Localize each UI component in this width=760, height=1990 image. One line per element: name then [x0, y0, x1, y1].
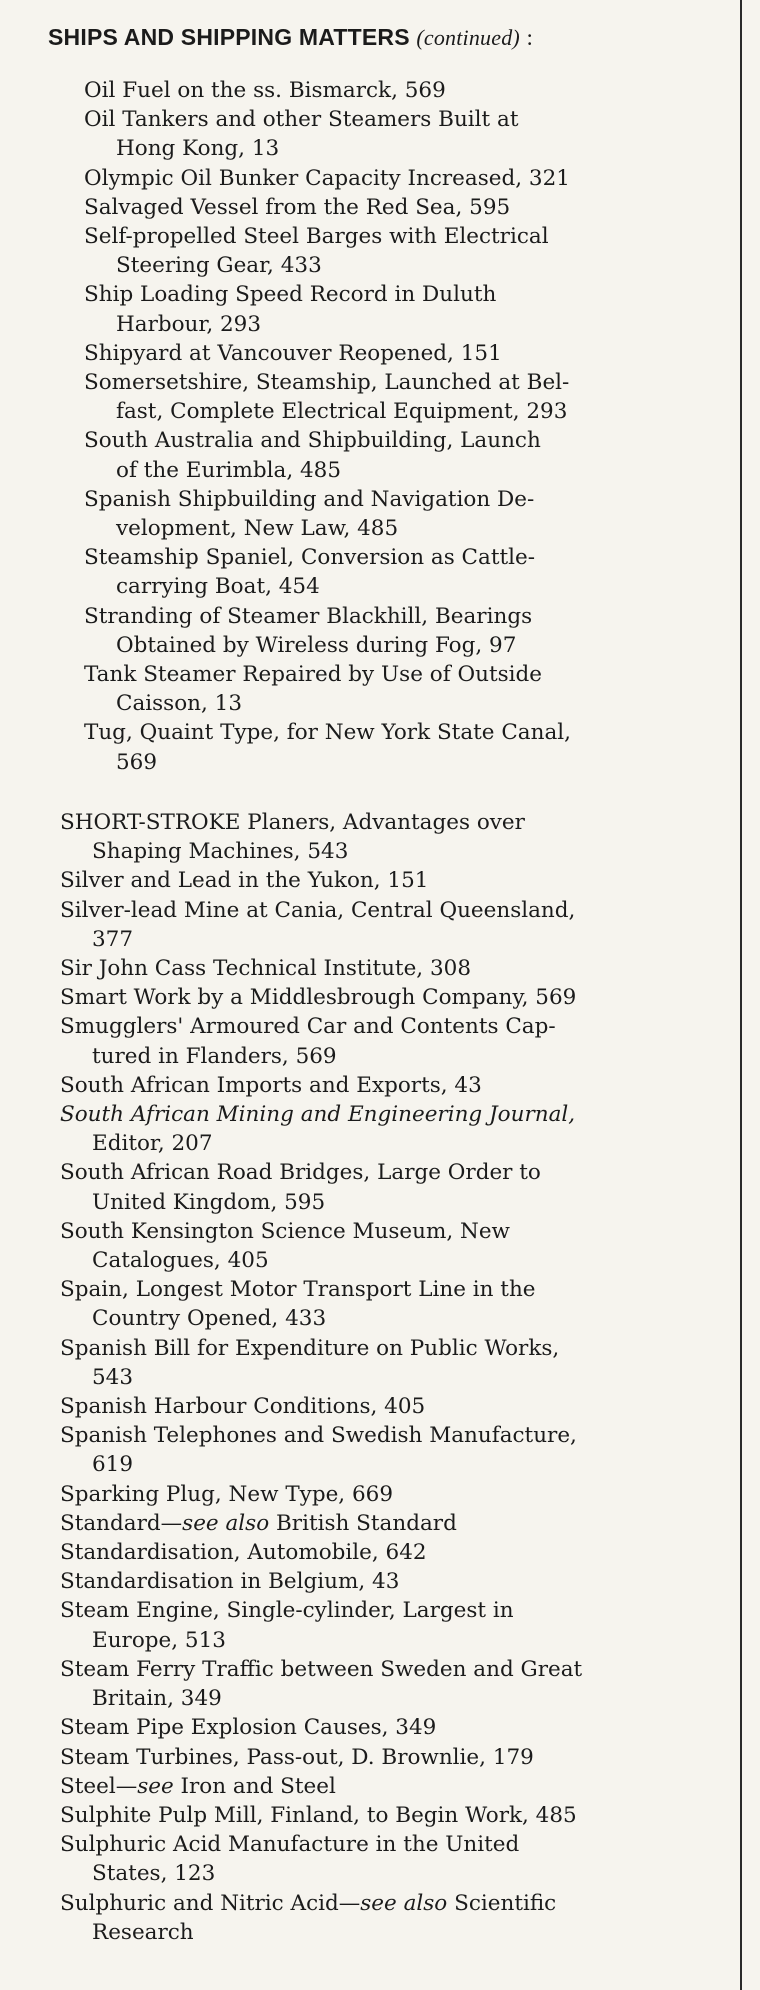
entry-first-line — [60, 1772, 732, 1801]
entry-first-line: South Australia and Shipbuilding, Launch — [84, 428, 541, 454]
entry-first-line: Steam Engine, Single-cylinder, Largest in — [60, 1598, 514, 1624]
index-entry — [60, 1217, 732, 1275]
entry-text-part: Scientific — [447, 1890, 557, 1916]
index-entry — [84, 602, 732, 660]
index-entry — [60, 1596, 732, 1654]
entry-text-part: Iron and Steel — [173, 1773, 336, 1799]
header-colon: : — [526, 25, 534, 50]
index-entry — [60, 1071, 732, 1100]
index-entry — [60, 1100, 732, 1158]
index-entry — [84, 718, 732, 776]
index-entry — [84, 193, 732, 222]
entry-first-line: Silver-lead Mine at Cania, Central Queensland, — [60, 897, 576, 923]
entry-first-line: Tug, Quaint Type, for New York State Canal, — [84, 720, 571, 746]
entry-continuation-line: Harbour, 293 — [116, 311, 262, 337]
entry-continuation-line: 543 — [92, 1364, 134, 1390]
index-entry — [84, 485, 732, 543]
entry-continuation-line: United Kingdom, 595 — [92, 1189, 326, 1215]
index-entry — [84, 164, 732, 193]
entry-first-line — [60, 1889, 732, 1918]
entry-first-line: South African Mining and Engineering Journal, — [60, 1102, 576, 1128]
entry-continuation-line: States, 123 — [92, 1861, 216, 1887]
index-entry — [84, 280, 732, 338]
entry-first-line: Steam Turbines, Pass-out, D. Brownlie, 179 — [60, 1744, 534, 1770]
index-entry — [60, 1567, 732, 1596]
index-entry — [84, 426, 732, 484]
index-entry — [84, 660, 732, 718]
entry-continuation-line: Europe, 513 — [92, 1627, 226, 1653]
see-also-text: see also — [182, 1510, 270, 1536]
header-continued: (continued) — [416, 25, 520, 50]
entry-first-line: Oil Tankers and other Steamers Built at — [84, 107, 519, 133]
index-entry — [60, 808, 732, 866]
entry-first-line: South African Imports and Exports, 43 — [60, 1072, 482, 1098]
index-entry — [60, 1509, 732, 1538]
entry-continuation-line: Steering Gear, 433 — [116, 253, 322, 279]
entry-first-line: Ship Loading Speed Record in Duluth — [84, 282, 497, 308]
entry-first-line: Smugglers' Armoured Car and Contents Cap- — [60, 1014, 556, 1040]
entry-first-line: Steam Ferry Traffic between Sweden and Great — [60, 1656, 583, 1682]
entry-continuation-line: Research — [92, 1919, 194, 1945]
index-entry — [60, 1889, 732, 1947]
entry-first-line: Olympic Oil Bunker Capacity Increased, 321 — [84, 165, 570, 191]
entry-continuation-line: Obtained by Wireless during Fog, 97 — [116, 632, 517, 658]
entry-first-line — [60, 1509, 732, 1538]
entry-first-line: Steam Pipe Explosion Causes, 349 — [60, 1715, 437, 1741]
index-entry — [60, 1334, 732, 1392]
header-title: SHIPS AND SHIPPING MATTERS — [48, 24, 410, 50]
entry-continuation-line: Catalogues, 405 — [92, 1248, 269, 1274]
entry-text-part: British Standard — [269, 1510, 457, 1536]
entry-continuation-line: 569 — [116, 749, 158, 775]
entry-first-line: Spanish Telephones and Swedish Manufacture, — [60, 1423, 577, 1449]
index-entry — [84, 368, 732, 426]
entry-first-line: SHORT-STROKE Planers, Advantages over — [60, 810, 525, 835]
main-entry-list — [0, 808, 740, 1947]
index-entry — [60, 896, 732, 954]
index-entry — [60, 1275, 732, 1333]
index-entry — [84, 76, 732, 105]
entry-continuation-line: carrying Boat, 454 — [116, 574, 320, 600]
entry-first-line: Salvaged Vessel from the Red Sea, 595 — [84, 194, 511, 220]
index-entry — [60, 1655, 732, 1713]
entry-first-line: Spain, Longest Motor Transport Line in the — [60, 1277, 536, 1303]
entry-first-line: Sir John Cass Technical Institute, 308 — [60, 956, 471, 982]
entry-first-line: Shipyard at Vancouver Reopened, 151 — [84, 340, 502, 366]
index-entry — [60, 1538, 732, 1567]
entry-first-line: Sulphite Pulp Mill, Finland, to Begin Work, 485 — [60, 1802, 577, 1828]
entry-continuation-line: Britain, 349 — [92, 1686, 222, 1712]
entry-first-line: Spanish Harbour Conditions, 405 — [60, 1394, 426, 1420]
section-header — [48, 24, 533, 51]
entry-first-line: Standardisation, Automobile, 642 — [60, 1540, 427, 1566]
see-also-text: see — [137, 1773, 174, 1799]
entry-text-part: Steel— — [60, 1773, 138, 1799]
index-entry — [60, 954, 732, 983]
entry-first-line: Self-propelled Steel Barges with Electrical — [84, 224, 549, 250]
entry-first-line: Steamship Spaniel, Conversion as Cattle- — [84, 545, 535, 571]
index-entry — [60, 1158, 732, 1216]
entry-text-part: Standard— — [60, 1510, 183, 1536]
entry-first-line: Stranding of Steamer Blackhill, Bearings — [84, 603, 533, 629]
index-entry — [60, 1012, 732, 1070]
entry-continuation-line: velopment, New Law, 485 — [116, 516, 399, 542]
entry-continuation-line: fast, Complete Electrical Equipment, 293 — [116, 399, 568, 425]
index-entry — [60, 1421, 732, 1479]
entry-first-line: Standardisation in Belgium, 43 — [60, 1569, 400, 1595]
see-also-text: see also — [360, 1890, 448, 1916]
index-entry — [84, 105, 732, 163]
index-entry — [60, 1772, 732, 1801]
entry-continuation-line: 377 — [92, 926, 134, 952]
column-rule — [740, 0, 742, 1990]
entry-first-line: Spanish Shipbuilding and Navigation De- — [84, 486, 535, 512]
index-entry — [84, 339, 732, 368]
entry-first-line: Sulphuric Acid Manufacture in the United — [60, 1832, 520, 1858]
index-entry — [60, 1743, 732, 1772]
sub-entry-list — [0, 76, 740, 777]
index-entry — [60, 983, 732, 1012]
entry-first-line: Smart Work by a Middlesbrough Company, 569 — [60, 985, 577, 1011]
index-entry — [60, 1392, 732, 1421]
entry-continuation-line: Editor, 207 — [92, 1131, 213, 1157]
entry-continuation-line: Hong Kong, 13 — [116, 136, 280, 162]
entry-first-line: Oil Fuel on the ss. Bismarck, 569 — [84, 78, 446, 103]
entry-first-line: Tank Steamer Repaired by Use of Outside — [84, 662, 542, 688]
entry-first-line: South African Road Bridges, Large Order to — [60, 1160, 541, 1186]
entry-continuation-line: Country Opened, 433 — [92, 1306, 327, 1332]
entry-continuation-line: Shaping Machines, 543 — [92, 839, 349, 865]
index-entry — [60, 1713, 732, 1742]
entry-first-line: Spanish Bill for Expenditure on Public Works, — [60, 1335, 560, 1361]
index-entry — [60, 866, 732, 895]
entry-first-line: Sparking Plug, New Type, 669 — [60, 1481, 394, 1507]
entry-continuation-line: Caisson, 13 — [116, 691, 243, 717]
entry-first-line: Silver and Lead in the Yukon, 151 — [60, 868, 429, 894]
entry-text-part: Sulphuric and Nitric Acid— — [60, 1890, 361, 1916]
entry-first-line: South Kensington Science Museum, New — [60, 1218, 510, 1244]
index-entry — [84, 543, 732, 601]
index-entry — [84, 222, 732, 280]
index-entry — [60, 1480, 732, 1509]
index-entry — [60, 1830, 732, 1888]
index-entry — [60, 1801, 732, 1830]
entry-continuation-line: of the Eurimbla, 485 — [116, 457, 342, 483]
entry-continuation-line: tured in Flanders, 569 — [92, 1043, 337, 1069]
entry-first-line: Somersetshire, Steamship, Launched at Bel- — [84, 370, 570, 396]
entry-continuation-line: 619 — [92, 1452, 134, 1478]
